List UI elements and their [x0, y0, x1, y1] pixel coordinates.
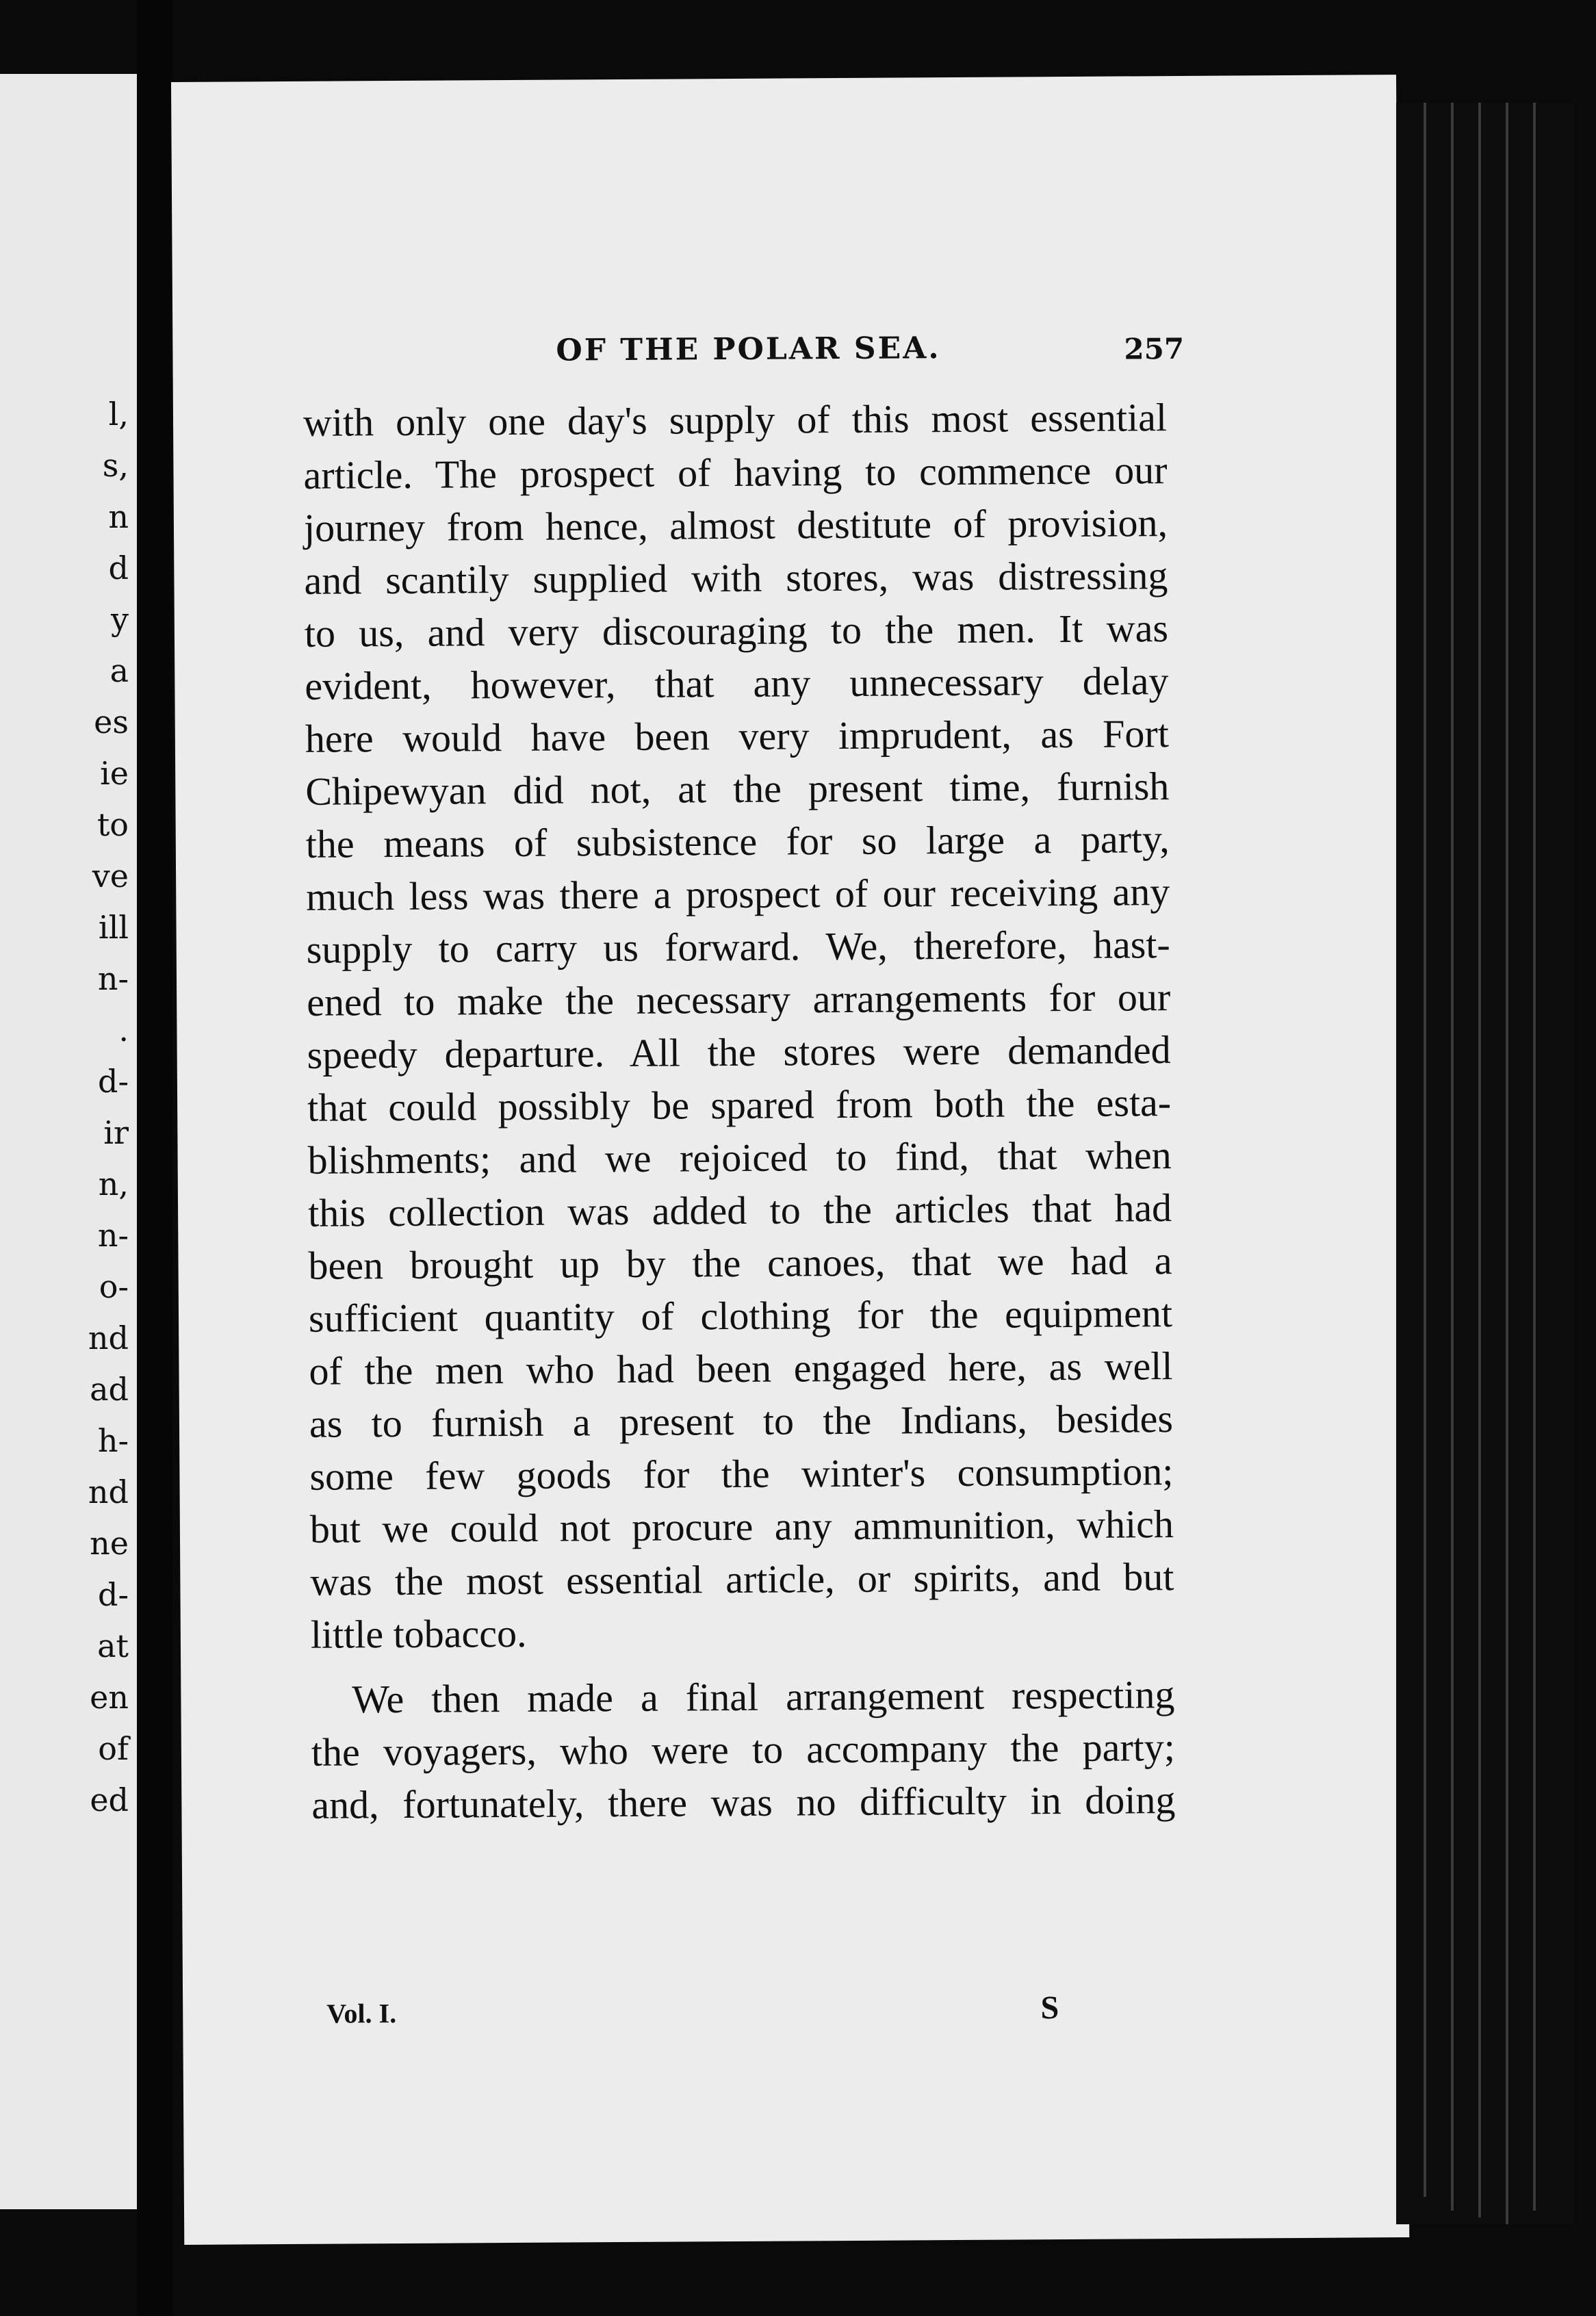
- text-line: Chipewyan did not, at the present time, furnish: [305, 764, 1170, 814]
- left-page-fragment: d-: [98, 1576, 129, 1613]
- left-page-fragment: n-: [97, 960, 129, 997]
- text-line: that could possibly be spared from both the esta-: [307, 1080, 1172, 1130]
- text-line: and, fortunately, there was no difficulty in doing: [311, 1777, 1176, 1827]
- left-page-fragment: en: [90, 1679, 129, 1716]
- left-page-fragment: es: [94, 704, 129, 741]
- volume-mark: Vol. I.: [326, 1998, 397, 2029]
- text-line: evident, however, that any unnecessary delay: [305, 658, 1169, 708]
- text-line: supply to carry us forward. We, therefore, hast-: [306, 922, 1170, 972]
- left-page-fragment: ie: [100, 755, 129, 792]
- left-page-fragment: at: [97, 1627, 129, 1664]
- page-edges: [1396, 103, 1574, 2224]
- left-page-fragment: d-: [98, 1063, 129, 1100]
- left-page-fragment: l,: [108, 396, 129, 433]
- left-page-fragment: of: [98, 1730, 129, 1767]
- text-line: We then made a final arrangement respecting: [352, 1672, 1175, 1722]
- text-line: this collection was added to the articles that had: [307, 1185, 1172, 1235]
- left-page-fragment: .: [118, 1012, 129, 1048]
- left-page-fragment: o-: [99, 1268, 129, 1305]
- left-page-fragment: n: [108, 498, 129, 535]
- left-page-fragment: a: [110, 652, 129, 689]
- left-page-fragment: ill: [98, 909, 129, 946]
- text-line: little tobacco.: [310, 1610, 527, 1657]
- text-line: speedy departure. All the stores were demanded: [307, 1027, 1171, 1077]
- text-line: to us, and very discouraging to the men. It was: [304, 606, 1169, 656]
- text-line: ened to make the necessary arrangements for our: [307, 975, 1171, 1025]
- running-title: OF THE POLAR SEA.: [556, 331, 941, 368]
- page-number: 257: [1124, 331, 1185, 366]
- text-line: sufficient quantity of clothing for the equipment: [308, 1291, 1173, 1341]
- left-page-fragment: n-: [97, 1217, 129, 1254]
- left-page-fragment: y: [111, 601, 129, 638]
- book-gutter: [137, 0, 172, 2316]
- text-line: as to furnish a present to the Indians, besides: [309, 1396, 1174, 1446]
- text-line: and scantily supplied with stores, was distressing: [304, 553, 1168, 603]
- text-line: much less was there a prospect of our receiving any: [306, 869, 1170, 919]
- page-footer: [313, 1990, 1059, 2039]
- left-page-fragment: nd: [88, 1320, 129, 1356]
- left-page-fragment: n,: [98, 1166, 129, 1202]
- left-page-fragment: nd: [88, 1474, 129, 1510]
- book-page: [171, 75, 1409, 2245]
- signature-mark: S: [1040, 1990, 1059, 2027]
- text-line: the means of subsistence for so large a party,: [305, 816, 1170, 866]
- left-page: [0, 74, 137, 2209]
- text-line: some few goods for the winter's consumption;: [309, 1449, 1174, 1499]
- left-page-fragment: s,: [102, 447, 129, 484]
- text-line: journey from hence, almost destitute of provision,: [303, 500, 1168, 550]
- left-page-fragment: ad: [90, 1371, 129, 1408]
- text-line: article. The prospect of having to commence our: [303, 448, 1168, 498]
- body-text: [303, 391, 1176, 1831]
- left-page-fragment: ir: [103, 1114, 129, 1151]
- text-line: but we could not procure any ammunition, which: [309, 1502, 1174, 1552]
- text-line: was the most essential article, or spirits, and but: [310, 1554, 1174, 1604]
- text-line: with only one day's supply of this most essential: [303, 395, 1168, 445]
- left-page-fragment: ne: [90, 1525, 129, 1562]
- left-page-fragment: to: [96, 806, 129, 843]
- left-page-fragment: ve: [92, 858, 129, 895]
- text-line: blishments; and we rejoiced to find, that when: [307, 1133, 1172, 1183]
- text-line: here would have been very imprudent, as Fort: [305, 711, 1170, 761]
- text-line: of the men who had been engaged here, as well: [309, 1343, 1173, 1393]
- left-page-fragment: h-: [97, 1422, 129, 1459]
- left-page-fragment: d: [108, 550, 129, 587]
- text-line: the voyagers, who were to accompany the party;: [311, 1725, 1176, 1775]
- text-line: been brought up by the canoes, that we had a: [308, 1238, 1172, 1288]
- page-header: [172, 321, 1398, 383]
- left-page-fragment: ed: [90, 1781, 129, 1818]
